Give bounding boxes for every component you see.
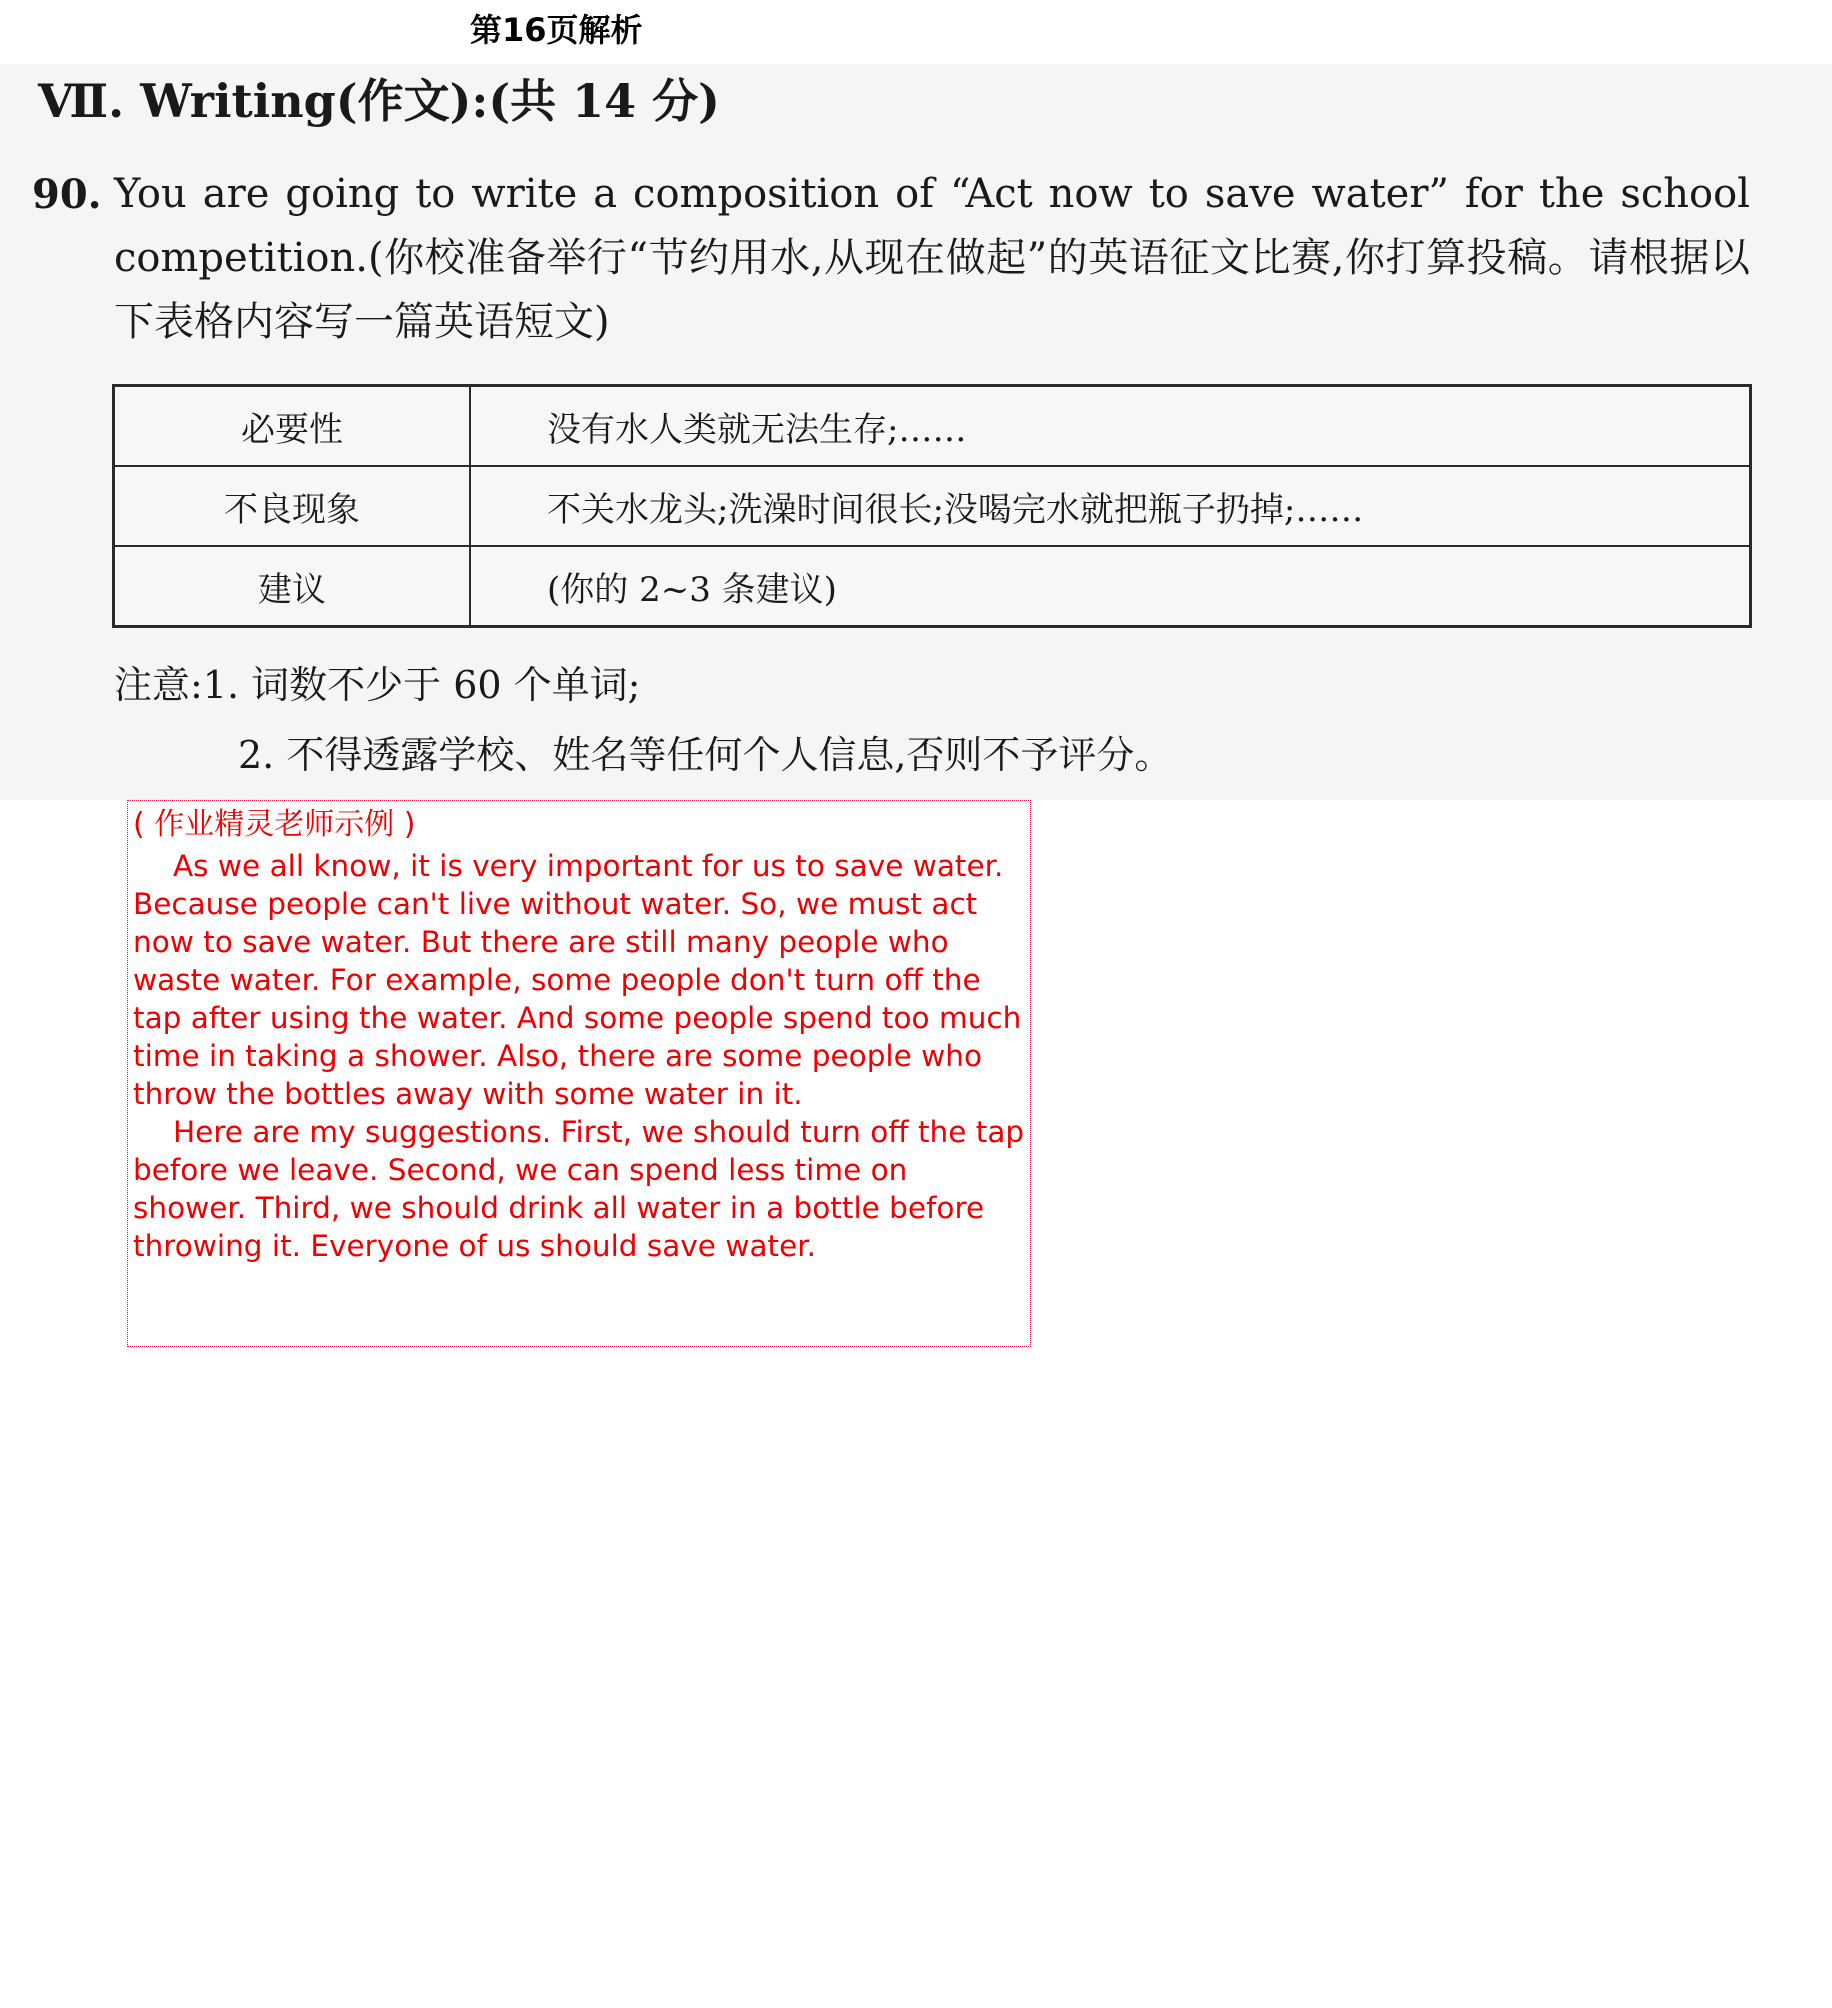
question-prompt: You are going to write a composition of “Act now to save water” for the school competition.(你校准备举行“节约用水,从现在做起”的英语征文比赛,你打算投稿。请根据以下表格内容写一篇英语短文) bbox=[114, 171, 1750, 345]
page-title: 第16页解析 bbox=[470, 11, 643, 49]
question-number: 90. bbox=[32, 171, 102, 218]
row-label: 必要性 bbox=[114, 386, 471, 467]
row-value: (你的 2~3 条建议) bbox=[470, 546, 1751, 627]
sample-answer-box bbox=[127, 800, 1031, 1347]
table-row bbox=[114, 466, 1751, 546]
table-row bbox=[114, 386, 1751, 467]
question-scan bbox=[0, 64, 1832, 800]
row-label: 不良现象 bbox=[114, 466, 471, 546]
answer-label: ( 作业精灵老师示例 ) bbox=[133, 807, 416, 842]
table-row bbox=[114, 546, 1751, 627]
notes bbox=[114, 650, 1172, 790]
note-item: 2. 不得透露学校、姓名等任何个人信息,否则不予评分。 bbox=[238, 733, 1173, 777]
row-label: 建议 bbox=[114, 546, 471, 627]
answer-paragraph: Here are my suggestions. First, we should turn off the tap before we leave. Second, we can spend less time on shower. Third, we should drink all water in a bottle before throwing it. Everyone of us should save water. bbox=[133, 1115, 1025, 1263]
row-value: 没有水人类就无法生存;…… bbox=[470, 386, 1751, 467]
outline-table bbox=[112, 384, 1752, 628]
section-heading: Ⅶ. Writing(作文):(共 14 分) bbox=[38, 74, 720, 128]
row-value: 不关水龙头;洗澡时间很长;没喝完水就把瓶子扔掉;…… bbox=[470, 466, 1751, 546]
note-item: 注意:1. 词数不少于 60 个单词; bbox=[114, 663, 641, 707]
answer-paragraph: As we all know, it is very important for us to save water. Because people can't live without water. So, we must act now to save water. But there are still many people who waste water. For example, some people don't turn off the tap after using the water. And some people spend too much time in taking a shower. Also, there are some people who throw the bottles away with some water in it. bbox=[133, 849, 1022, 1111]
